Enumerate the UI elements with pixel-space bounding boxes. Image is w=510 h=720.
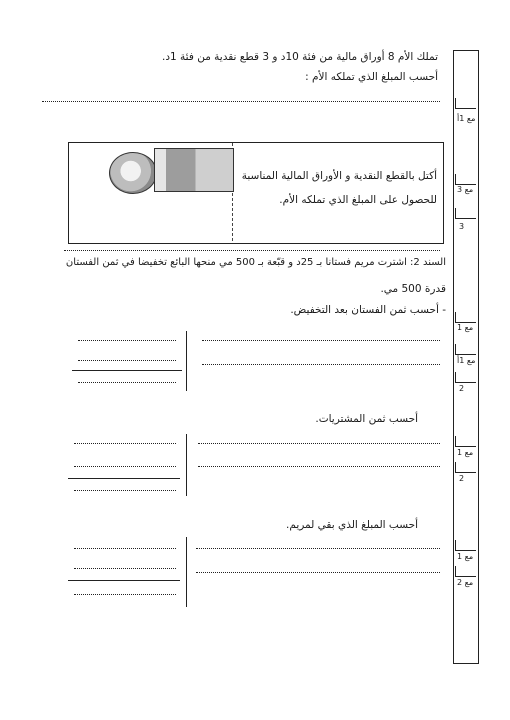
grade-mark-3: 3 <box>459 222 465 231</box>
grade-mark-2: مع 3 <box>457 185 474 194</box>
q3-work-result[interactable] <box>74 594 176 595</box>
completion-line-1: أكتل بالقطع النقدية و الأوراق المالية المناسبة <box>241 170 437 182</box>
grade-tick <box>455 208 476 219</box>
q2-work-2[interactable] <box>74 466 176 467</box>
grade-mark-4: مع 1 <box>457 323 474 332</box>
grade-tick <box>455 540 476 551</box>
grade-tick <box>455 566 476 577</box>
q3-answer-right-1[interactable] <box>196 548 440 549</box>
q1-work-2[interactable] <box>78 360 176 361</box>
question-2: أحسب ثمن المشتريات. <box>315 413 418 425</box>
grade-tick <box>455 436 476 447</box>
q2-answer-right-1[interactable] <box>198 443 440 444</box>
completion-box <box>68 142 444 244</box>
grade-mark-5: مع 1أ <box>457 356 476 365</box>
q1-work-result[interactable] <box>78 382 176 383</box>
q2-work-result[interactable] <box>74 490 176 491</box>
q1-work-1[interactable] <box>78 340 176 341</box>
grade-tick <box>455 462 476 473</box>
grade-mark-6: 2 <box>459 384 465 393</box>
q2-divider <box>186 434 187 496</box>
grade-tick <box>455 174 476 185</box>
question-1: - أحسب ثمن الفستان بعد التخفيض. <box>290 304 446 316</box>
grade-tick <box>455 372 476 383</box>
q3-work-1[interactable] <box>74 548 176 549</box>
grade-mark-1: مع 1أ <box>457 114 476 123</box>
problem2-line-1: السند 2: اشترت مريم فستانا بـ 25د و قبّعة بـ 500 مي منحها البائع تخفيضا في ثمن الفستان <box>65 257 446 268</box>
q3-answer-right-2[interactable] <box>196 572 440 573</box>
q2-answer-right-2[interactable] <box>198 466 440 467</box>
q3-work-2[interactable] <box>74 568 176 569</box>
q3-divider <box>186 537 187 607</box>
banknote-image <box>154 148 234 192</box>
intro-line-1: تملك الأم 8 أوراق مالية من فئة 10د و 3 قطع نقدية من فئة 1د. <box>162 51 438 63</box>
q1-answer-right-1[interactable] <box>202 340 440 341</box>
q2-work-rule <box>68 478 180 479</box>
answer-line-after-box[interactable] <box>64 250 440 251</box>
q1-answer-right-2[interactable] <box>202 364 440 365</box>
grade-tick <box>455 98 476 109</box>
completion-line-2: للحصول على المبلغ الذي تملكه الأم. <box>279 194 437 206</box>
q1-work-rule <box>72 370 182 371</box>
grade-mark-10: مع 2 <box>457 578 474 587</box>
answer-line-intro[interactable] <box>42 101 440 102</box>
grade-tick <box>455 344 476 355</box>
coin-image <box>109 152 157 194</box>
grade-tick <box>455 312 476 323</box>
grade-mark-9: مع 1 <box>457 552 474 561</box>
question-3: أحسب المبلغ الذي بقي لمريم. <box>286 519 418 531</box>
q3-work-rule <box>68 580 180 581</box>
q1-divider <box>186 331 187 391</box>
problem2-line-2: قدرة 500 مي. <box>380 283 446 295</box>
grade-mark-8: 2 <box>459 474 465 483</box>
grade-mark-7: مع 1 <box>457 448 474 457</box>
q2-work-1[interactable] <box>74 443 176 444</box>
intro-line-2: أحسب المبلغ الذي تملكه الأم : <box>305 71 438 83</box>
